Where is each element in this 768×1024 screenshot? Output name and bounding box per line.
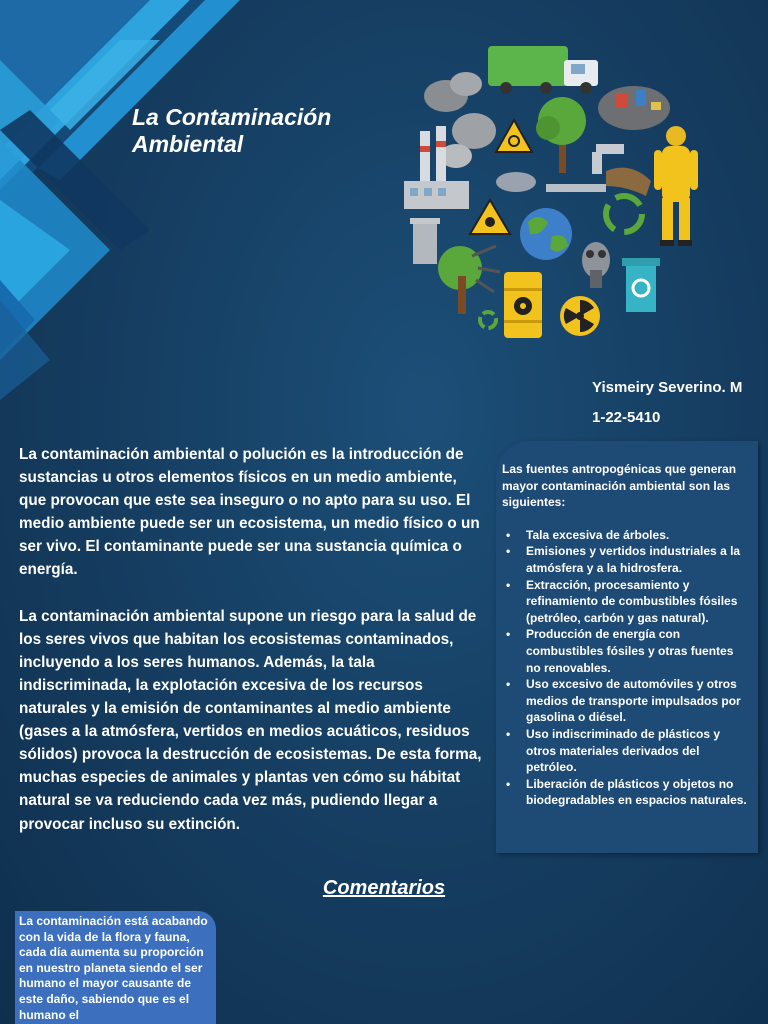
- sources-intro: Las fuentes antropogénicas que generan mayor contaminación ambiental son las siguientes:: [502, 462, 737, 510]
- list-item: • Extracción, procesamiento y refinamiento de combustibles fósiles (petróleo, carbón y gas natural).: [502, 577, 748, 627]
- list-item: • Tala excesiva de árboles.: [502, 527, 748, 544]
- author-name: Yismeiry Severino. M: [592, 379, 743, 396]
- factory-smoke-icon: [404, 72, 496, 209]
- toxic-sign-icon: [470, 200, 510, 234]
- author-id: 1-22-5410: [592, 409, 661, 426]
- smog-cloud-icon: [496, 172, 536, 192]
- trash-can-icon: [410, 218, 440, 264]
- trash-pile-icon: [598, 86, 670, 130]
- risk-paragraph: La contaminación ambiental supone un riesgo para la salud de los seres vivos que habitan los ecosistemas contaminados, incluyendo a los seres humanos. Además, la tala indiscriminada, la explotación excesiva de los recursos naturales y la emisión de contaminantes al medio ambiente (gases a la atmósfera, vertidos en medios acuáticos, residuos sólidos) provoca la destrucción de ecosistemas. De esta forma, muchas especies de animales y plantas ven cómo su hábitat natural se va reduciendo cada vez más, pudiendo llegar a provocar incluso su extinción.: [19, 607, 482, 833]
- dead-tree-icon: [438, 246, 500, 314]
- hazmat-suit-icon: [654, 126, 698, 246]
- sources-list: [502, 527, 748, 809]
- pollution-illustration: [396, 36, 716, 346]
- main-text: [19, 443, 487, 836]
- title-line-1: La Contaminación: [132, 104, 332, 130]
- list-item: • Uso excesivo de automóviles y otros medios de transporte impulsados por gasolina o diésel.: [502, 676, 748, 726]
- garbage-truck-icon: [488, 46, 598, 94]
- list-item: • Uso indiscriminado de plásticos y otros materiales derivados del petróleo.: [502, 726, 748, 776]
- gas-mask-icon: [582, 242, 610, 288]
- recycle-bin-icon: [622, 258, 660, 312]
- sources-box: [496, 441, 758, 853]
- intro-paragraph: La contaminación ambiental o polución es la introducción de sustancias u otros elementos físicos en un medio ambiente, que provocan que este sea inseguro o no apto para su uso. El medio ambiente puede ser un ecosistema, un medio físico o un ser vivo. El contaminante puede ser una sustancia química o energía.: [19, 446, 480, 579]
- comment-box: La contaminación está acabando con la vida de la flora y fauna, cada día aumenta su proporción en nuestro planeta siendo el ser humano el mayor causante de este daño, sabiendo que es el humano el: [15, 911, 216, 1024]
- earth-icon: [520, 208, 572, 260]
- decorative-stripes: [0, 0, 260, 400]
- radioactive-barrel-icon: [504, 272, 542, 338]
- radiation-icon: [560, 296, 600, 336]
- author-info: [592, 373, 764, 433]
- list-item: • Emisiones y vertidos industriales a la atmósfera y a la hidrosfera.: [502, 543, 748, 576]
- comments-heading: Comentarios: [322, 877, 446, 899]
- recycle-icon: [606, 196, 642, 232]
- list-item: • Producción de energía con combustibles fósiles y otras fuentes no renovables.: [502, 626, 748, 676]
- title-line-2: Ambiental: [132, 131, 244, 157]
- list-item: • Liberación de plásticos y objetos no biodegradables en espacios naturales.: [502, 776, 748, 809]
- tree-icon: [536, 97, 586, 173]
- biohazard-sign-icon: [496, 120, 532, 152]
- small-recycle-icon: [480, 312, 496, 328]
- page-title: [132, 104, 392, 158]
